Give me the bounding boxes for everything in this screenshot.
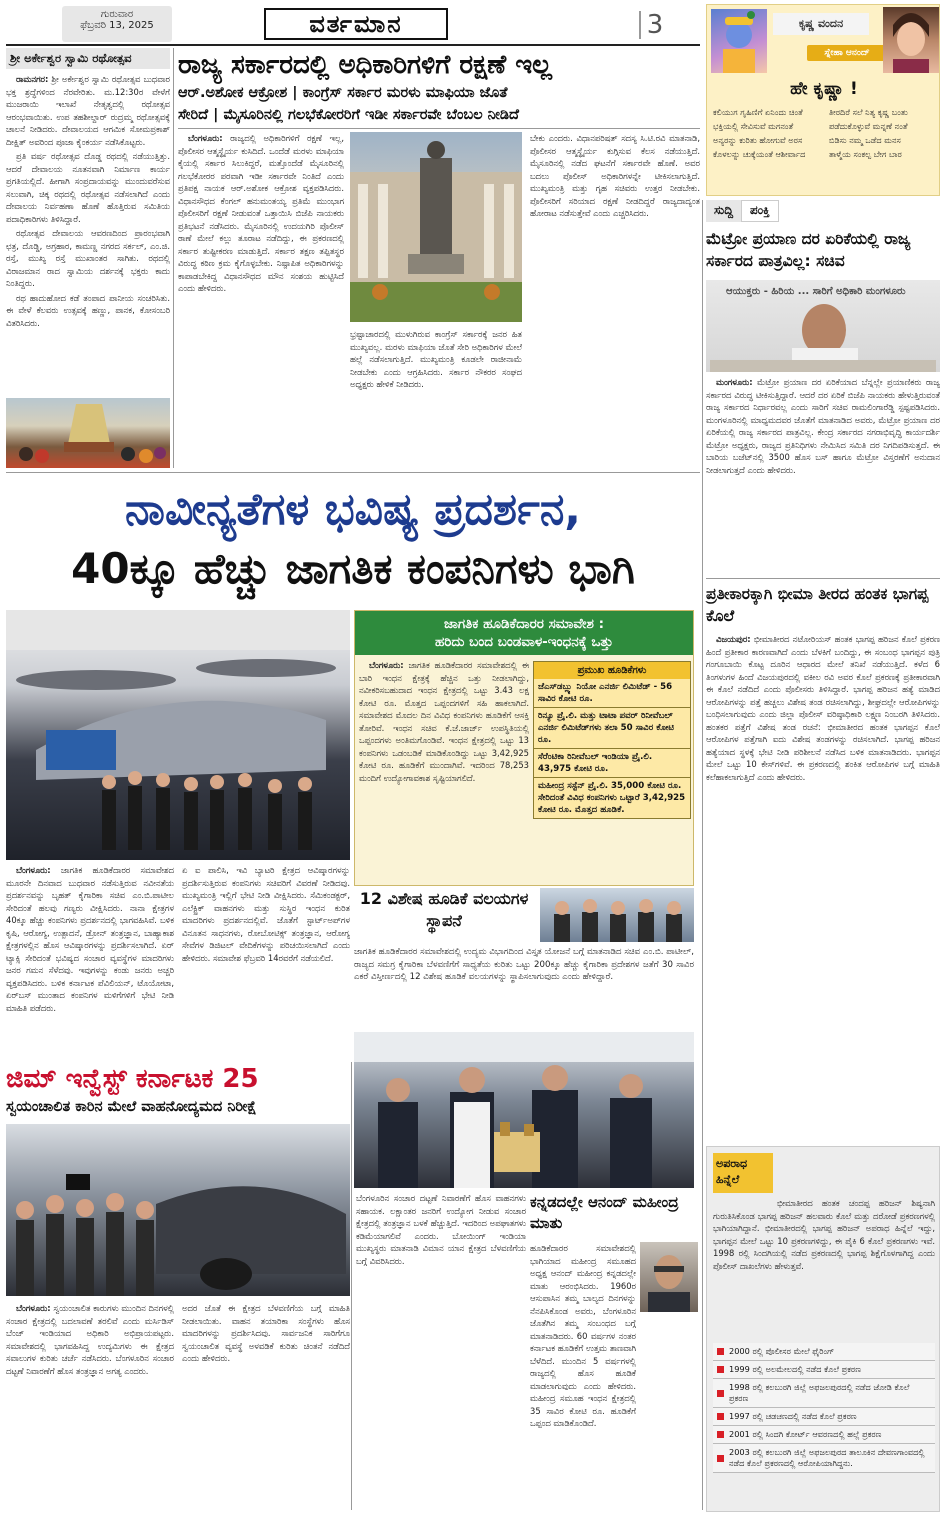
car-crowd-icon: [6, 1124, 350, 1296]
jim-col-3: ಬೆಂಗಳೂರಿನ ಸಂಚಾರ ದಟ್ಟಣೆ ನಿವಾರಣೆಗೆ ಹೊಸ ವಾಹನಗಳು ಸಹಾಯಕ. ಲಕ್ಷಾಂತರ ಜನರಿಗೆ ಉದ್ಯೋಗ ನೀಡುವ ಸಂಚಾರ ಕ್ಷೇತ್ರದಲ್ಲಿ ತಂತ್ರಜ್ಞಾನ ಬಳಕೆ ಹೆಚ್ಚುತ್ತಿದೆ. ಇದರಿಂದ ಅಪಘಾತಗಳು ಕಡಿಮೆಯಾಗಲಿವೆ ಎಂದರು. ಬೋಯಿಂಗ್ ಇಂಡಿಯಾ ಮುಖ್ಯಸ್ಥರು ಮಾತನಾಡಿ ವಿಮಾನ ಯಾನ ಕ್ಷೇತ್ರದ ಬೆಳವಣಿಗೆಯ ಬಗ್ಗೆ ವಿವರಿಸಿದರು.: [356, 1193, 526, 1266]
temple-paragraph: ರಥೋತ್ಸವ ದೇವಾಲಯ ಆವರಣದಿಂದ ಪ್ರಾರಂಭವಾಗಿ ಛತ್ರ, ದೊಡ್ಡಿ, ಅಗ್ರಹಾರ, ಕಾಮಣ್ಣ ನಗರದ ಸರ್ಕಲ್, ಎಂ.ಜಿ. ರಸ್ತೆ, ಮುಖ್ಯ ರಸ್ತೆ ಮುಖಾಂತರ ಸಾಗಿತು. ರಥದಲ್ಲಿ ವಿರಾಜಮಾನ ರಾದ ಸ್ವಾಮಿಯ ದರ್ಶನಕ್ಕೆ ಭಕ್ತರು ಕಾದು ನಿಂತಿದ್ದರು.: [6, 228, 170, 288]
investment-item: ರಿನ್ಯೂ ಪ್ರೈ.ಲಿ. ಮತ್ತು ಟಾಟಾ ಪವರ್ ರಿನೀವೆಬಲ್ ಎನರ್ಜಿ ಲಿಮಿಟೆಡ್‌ಗಳು ತಲಾ 50 ಸಾವಿರ ಕೋಟಿ ರೂ.: [534, 708, 690, 749]
lead-subhead-2: ಸೇರಿದೆ | ಮೈಸೂರಿನಲ್ಲಿ ಗಲಭೆಕೋರರಿಗೆ ಇಡೀ ಸರ್ಕಾರವೇ ಬೆಂಬಲ ನೀಡಿದೆ: [178, 104, 700, 129]
crime-list-item: 1999 ರಲ್ಲಿ ಅಲಮೇಲದಲ್ಲಿ ನಡೆದ ಕೊಲೆ ಪ್ರಕರಣ: [713, 1361, 935, 1379]
minister-photo: [706, 280, 940, 372]
crime-list-item: 2001 ರಲ್ಲಿ ಸಿಂದಗಿ ಕೋರ್ಟ್ ಆವರಣದಲ್ಲಿ ಹಲ್ಲೆ ಪ್ರಕರಣ: [713, 1426, 935, 1444]
anand-headline: ಕನ್ನಡದಲ್ಲೇ ಆನಂದ್ ಮಹೀಂದ್ರ ಮಾತು: [530, 1193, 679, 1232]
zones-headline: 12 ವಿಶೇಷ ಹೂಡಿಕೆ ವಲಯಗಳ ಸ್ಥಾಪನೆ: [359, 889, 529, 930]
bullet-icon: [717, 1366, 724, 1373]
temple-body: [6, 73, 170, 415]
crime-label-2: ಹಿನ್ನೆಲೆ: [716, 1173, 740, 1186]
metro-headline: ಮೆಟ್ರೋ ಪ್ರಯಾಣ ದರ ಏರಿಕೆಯಲ್ಲಿ ರಾಜ್ಯ ಸರ್ಕಾರದ ಪಾತ್ರವಿಲ್ಲ: ಸಚಿವ: [706, 230, 911, 270]
jim-subhead: ಸ್ವಯಂಚಾಲಿತ ಕಾರಿನ ಮೇಲೆ ವಾಹನೋದ್ಯಮದ ನಿರೀಕ್ಷೆ: [6, 1099, 257, 1115]
investment-item: ಸೆರೆಂಟಿಕಾ ರಿನೀವೆಬಲ್ ಇಂಡಿಯಾ ಪ್ರೈ.ಲಿ. 43,975 ಕೋಟಿ ರೂ.: [534, 749, 690, 778]
crime-intro: ಭೀಮಾತೀರದ ಹಂತಕ ಚಂದಪ್ಪ ಹರಿಜನ್ ಶಿಷ್ಯನಾಗಿ ಗುರುತಿಸಿಕೊಂಡ ಭಾಗಪ್ಪ ಹರಿಜನ್ ಹಲವಾರು ಕೊಲೆ ಮತ್ತು ದರೋಡೆ ಪ್ರಕರಣಗಳಲ್ಲಿ ಭಾಗಿಯಾಗಿದ್ದಾನೆ. ಭೀಮಾತೀರದಲ್ಲಿ ಭಾಗಪ್ಪ ಹರಿಜನ್ ಅಪರಾಧ ಹಿನ್ನೆಲೆ ಇದ್ದು, ಭಾಗಪ್ಪನ ಮೇಲೆ ಒಟ್ಟು 10 ಪ್ರಕರಣಗಳಿದ್ದು, ಈ ಪೈಕಿ 6 ಕೊಲೆ ಪ್ರಕರಣಗಳು ಇವೆ. 1998 ರಲ್ಲಿ ಸಿಂದಗಿಯಲ್ಲಿ ನಡೆದ ಪ್ರಕರಣದಲ್ಲಿ ಭಾಗಪ್ಪ ಶಿಕ್ಷೆಗೊಳಗಾಗಿದ್ದ ಎಂದು ಪೊಲೀಸ್ ದಾಖಲೆಗಳು ಹೇಳುತ್ತವೆ.: [713, 1198, 935, 1271]
bullet-icon: [717, 1390, 724, 1397]
jim-dateline: ಬೆಂಗಳೂರು:: [16, 1303, 51, 1313]
bullet-icon: [717, 1348, 724, 1355]
officials-group-icon: [540, 888, 694, 942]
jim-photo: [6, 1124, 350, 1296]
lead-col-2: ಬೇಕು ಎಂದರು. ವಿಧಾನಪರಿಷತ್ ಸದಸ್ಯ ಸಿ.ಟಿ.ರವಿ ಮಾತನಾಡಿ, ಪೊಲೀಸರ ಆತ್ಮಸ್ಥೈರ್ಯ ಕುಗ್ಗಿಸುವ ಕೆಲಸ ನಡೆಯುತ್ತಿದೆ. ಮೈಸೂರಿನಲ್ಲಿ ನಡೆದ ಘಟನೆಗೆ ಸರ್ಕಾರವೇ ಹೊಣೆ. ಅವರ ಬದಲು ಪೊಲೀಸ್ ಅಧಿಕಾರಿಗಳನ್ನೇ ಟೀಕಿಸಲಾಗುತ್ತಿದೆ. ಮುಖ್ಯಮಂತ್ರಿ ಮತ್ತು ಗೃಹ ಸಚಿವರು ಉತ್ತರ ನೀಡಬೇಕು. ಪೊಲೀಸರಿಗೆ ಸರಿಯಾದ ರಕ್ಷಣೆ ನೀಡದಿದ್ದರೆ ರಾಜ್ಯದಾದ್ಯಂತ ಹೋರಾಟ ನಡೆಸುತ್ತೇವೆ ಎಂದು ಎಚ್ಚರಿಸಿದರು.: [530, 133, 700, 218]
krishna-box: [706, 4, 940, 196]
crime-list-item: 1997 ರಲ್ಲಿ ಚಡಚಣದಲ್ಲಿ ನಡೆದ ಕೊಲೆ ಪ್ರಕರಣ: [713, 1408, 935, 1426]
verse: ಭಕ್ತಿಯಲ್ಲಿ ಸೇವಿಸುವೆ ಮಗನಂತೆ: [713, 121, 794, 131]
crime-list-item: 2000 ರಲ್ಲಿ ಪೊಲೀಸರ ಮೇಲೆ ಫೈರಿಂಗ್: [713, 1343, 935, 1361]
page-number-value: 3: [646, 10, 664, 40]
metro-body: ಮಂಗಳೂರು: ಮೆಟ್ರೋ ಪ್ರಯಾಣ ದರ ಏರಿಕೆಯಾದ ಬೆನ್ನಲ್ಲೇ ಪ್ರಯಾಣಿಕರು ರಾಜ್ಯ ಸರ್ಕಾರದ ವಿರುದ್ಧ ಟೀಕಿಸುತ್ತಿದ್ದಾರೆ. ಆದರೆ ದರ ಏರಿಕೆ ಬಿಜೆಪಿ ನಾಯಕರು ಹೇಳುತ್ತಿರುವಂತೆ ರಾಜ್ಯ ಸರ್ಕಾರದ ನಿರ್ಧಾರವಲ್ಲ ಎಂದು ಸಾರಿಗೆ ಸಚಿವ ರಾಮಲಿಂಗಾರೆಡ್ಡಿ ಸ್ಪಷ್ಟಪಡಿಸಿದರು. ಮಂಗಳೂರಿನಲ್ಲಿ ಮಾಧ್ಯಮದವರ ಜೊತೆಗೆ ಮಾತನಾಡಿದ ಅವರು, ಮೆಟ್ರೋ ಪ್ರಯಾಣ ದರ ಏರಿಕೆಯಲ್ಲಿ ರಾಜ್ಯ ಸರ್ಕಾರದ ಪಾತ್ರವಿಲ್ಲ. ಕೇಂದ್ರ ಸರ್ಕಾರದ ನಗರಾಭಿವೃದ್ಧಿ ಕಾರ್ಯದರ್ಶಿ ಮೆಟ್ರೋ ಅಧ್ಯಕ್ಷರು, ರಾಜ್ಯದ ಪ್ರತಿನಿಧಿಗಳು ನೇಮಿಸಿದ ಸಮಿತಿ ದರ ನಿಗದಿಪಡಿಸುತ್ತದೆ. ಈ ಬಾರಿಯ ಬಜೆಟ್‌ನಲ್ಲಿ 3500 ಹೊಸ ಬಸ್ ಹಾಗೂ ಮೆಟ್ರೋ ವಿಸ್ತರಣೆಗೆ ಅನುದಾನ ನೀಡಲಾಗುತ್ತದೆ ಎಂದು ಹೇಳಿದರು.: [706, 377, 940, 475]
lead-col-1: ಬೆಂಗಳೂರು: ರಾಜ್ಯದಲ್ಲಿ ಅಧಿಕಾರಿಗಳಿಗೆ ರಕ್ಷಣೆ ಇಲ್ಲ, ಪೊಲೀಸರ ಆತ್ಮಸ್ಥೈರ್ಯ ಕುಸಿದಿದೆ. ಒಂದೆಡೆ ಮರಳು ಮಾಫಿಯಾ ಕೈಯಲ್ಲಿ ಸರ್ಕಾರ ಸಿಲುಕಿದ್ದರೆ, ಮತ್ತೊಂದೆಡೆ ಮೈಸೂರಿನಲ್ಲಿ ಗಲಭೆಕೋರರ ಪರವಾಗಿ ಇಡೀ ಸರ್ಕಾರವೇ ನಿಂತಿದೆ ಎಂದು ಪ್ರತಿಪಕ್ಷ ನಾಯಕ ಆರ್.ಅಶೋಕ ಆಕ್ರೋಶ ವ್ಯಕ್ತಪಡಿಸಿದರು. ವಿಧಾನಸೌಧದ ಕೆಂಗಲ್ ಹನುಮಂತಯ್ಯ ಪ್ರತಿಮೆ ಮುಂಭಾಗ ಪೊಲೀಸರಿಗೆ ರಕ್ಷಣೆ ನೀಡುವಂತೆ ಒತ್ತಾಯಿಸಿ ಬಿಜೆಪಿ ನಾಯಕರು ಪ್ರತಿಭಟನೆ ನಡೆಸಿದರು. ಮೈಸೂರಿನಲ್ಲಿ ಉದಯಗಿರಿ ಪೊಲೀಸ್ ಠಾಣೆ ಮೇಲೆ ಕಲ್ಲು ತೂರಾಟ ನಡೆದಿದ್ದು, ಈ ಪ್ರಕರಣದಲ್ಲಿ ಸರ್ಕಾರ ತುಷ್ಟೀಕರಣ ಮಾಡುತ್ತಿದೆ. ಸರ್ಕಾರ ತಕ್ಷಣ ತಪ್ಪಿತಸ್ಥರ ವಿರುದ್ಧ ಕಠಿಣ ಕ್ರಮ ಕೈಗೊಳ್ಳಬೇಕು. ನಿಷ್ಪಾಪಿತ ಅಧಿಕಾರಿಗಳನ್ನು ಕಾಪಾಡಬೇಕಿದ್ದ ವಿಧಾನಸೌಧದ ಮೌನ ಸಂಶಯ ಹುಟ್ಟಿಸಿದೆ ಎಂದು ಹೇಳಿದರು.: [178, 133, 344, 293]
investors-dateline: ಬೆಂಗಳೂರು:: [369, 660, 404, 670]
jim-story: [6, 1062, 350, 1512]
verse: ಬಿಡಿಸು ನಮ್ಮ ಒಡೆದ ಮನಸ: [829, 135, 901, 145]
zones-photo: [540, 888, 694, 942]
investors-title-2: ಹರಿದು ಬಂದ ಬಂಡವಾಳ-ಇಂಧನಕ್ಕೆ ಒತ್ತು: [434, 634, 614, 650]
zones-body: ಜಾಗತಿಕ ಹೂಡಿಕೆದಾರರ ಸಮಾವೇಶದಲ್ಲಿ ಉದ್ಯಮ ವಿಭಾಗದಿಂದ ವಿಸ್ತೃತ ಯೋಜನೆ ಬಗ್ಗೆ ಮಾತನಾಡಿದ ಸಚಿವ ಎಂ.ಬಿ. ಪಾಟೀಲ್, ರಾಜ್ಯದ ಸಮಗ್ರ ಕೈಗಾರಿಕಾ ಬೆಳವಣಿಗೆಗೆ ಸಾಧ್ಯತೆಯ ಕುರಿತು ಒಟ್ಟು 200ಕ್ಕೂ ಹೆಚ್ಚು ಕೈಗಾರಿಕಾ ಪ್ರದೇಶಗಳ ಜತೆಗೆ 30 ಸಾವಿರ ಎಕರೆ ವಿಸ್ತೀರ್ಣದಲ್ಲಿ 12 ವಿಶೇಷ ಹೂಡಿಕೆ ವಲಯಗಳನ್ನು ಸ್ಥಾಪಿಸಲಾಗುವುದು ಎಂದು ಹೇಳಿದ್ದಾರೆ.: [354, 947, 694, 982]
delegation-photo: [354, 1032, 694, 1188]
bhima-story: [706, 578, 940, 1138]
bullet-icon: [717, 1455, 724, 1462]
verse: ಕೊಳಲನ್ನು ಚುಕ್ಕೆಯಂತೆ ಆಶೀರ್ವಾದ: [713, 149, 806, 159]
masthead: [6, 4, 700, 46]
bullet-icon: [717, 1431, 724, 1438]
metro-dateline: ಮಂಗಳೂರು:: [716, 377, 753, 387]
expo-dateline: ಬೆಂಗಳೂರು:: [16, 865, 51, 875]
investors-box: [354, 610, 694, 886]
verses: [713, 107, 937, 160]
lead-dateline: ಬೆಂಗಳೂರು:: [188, 133, 223, 143]
bhima-dateline: ವಿಜಯಪುರ:: [716, 634, 751, 644]
investment-item: ಜೆಎಸ್‌ಡಬ್ಲ್ಯು ನಿಯೋ ಎನರ್ಜಿ ಲಿಮಿಟೆಡ್ - 56 ಸಾವಿರ ಕೋಟಿ ರೂ.: [534, 679, 690, 708]
temple-paragraph: ಪ್ರತಿ ವರ್ಷ ರಥೋತ್ಸವ ದೊಡ್ಡ ರಥದಲ್ಲಿ ನಡೆಯುತ್ತಿತ್ತು. ಆದರೆ ದೇವಾಲಯ ನೂತನವಾಗಿ ನಿರ್ಮಾಣ ಕಾರ್ಯ ಪ್ರಗತಿಯಲ್ಲಿದೆ. ಹೀಗಾಗಿ ಸಂಪ್ರದಾಯವನ್ನು ಮುಂದುವರೆಸುವ ಸಲುವಾಗಿ, ಚಿಕ್ಕ ರಥದಲ್ಲಿ ರಥೋತ್ಸವ ನಡೆಸಲಾಗಿದೆ ಎಂದು ದೇವಾಲಯ ನಿರ್ವಹಣಾ ಹೊಣೆ ಹೊತ್ತಿರುವ ಸಮಿತಿಯ ಪದಾಧಿಕಾರಿಗಳು ತಿಳಿಸಿದ್ದಾರೆ.: [6, 151, 170, 224]
expo-col-2: ಏ ಐ ಪಾಲಿಸಿ, ಇವಿ ಬ್ಯಾಟರಿ ಕ್ಷೇತ್ರದ ಆವಿಷ್ಕಾರಗಳನ್ನು ಪ್ರದರ್ಶಿಸುತ್ತಿರುವ ಕಂಪನಿಗಳು ಸಚಿವರಿಗೆ ವಿವರಣೆ ನೀಡಿದವು. ಮುಖ್ಯಮಂತ್ರಿ ಇಲ್ಲಿಗೆ ಭೇಟಿ ನೀಡಿ ವೀಕ್ಷಿಸಿದರು. ಸೆಮಿಕಂಡಕ್ಟರ್, ಎಲೆಕ್ಟ್ರಿಕ್ ವಾಹನಗಳು ಮತ್ತು ಸುಸ್ಥಿರ ಇಂಧನ ಕುರಿತ ಮಾದರಿಗಳು ಪ್ರದರ್ಶನದಲ್ಲಿವೆ. ಜೊತೆಗೆ ಸ್ಟಾರ್ಟ್‌ಅಪ್‌ಗಳ ವಿನೂತನ ಸಾಧನಗಳು, ರೋಬೋಟಿಕ್ಸ್ ತಂತ್ರಜ್ಞಾನ, ಆರೋಗ್ಯ ಸೇವೆಗಳ ಡಿಜಿಟಲ್ ವೇದಿಕೆಗಳನ್ನು ಪರಿಚಯಿಸಲಾಗಿದೆ ಎಂದು ಹೇಳಿದರು. ಸಮಾವೇಶ ಫೆಬ್ರವರಿ 14ರವರೆಗೆ ನಡೆಯಲಿದೆ.: [182, 865, 350, 963]
day-label: ಗುರುವಾರ: [100, 9, 134, 20]
author-badge: ಸ್ನೇಹಾ ಆನಂದ್: [807, 45, 887, 61]
banner-line-2: 40ಕ್ಕೂ ಹೆಚ್ಚು ಜಾಗತಿಕ ಕಂಪನಿಗಳು ಭಾಗಿ: [71, 544, 635, 593]
jim-headline: ಜಿಮ್ ಇನ್ವೆಸ್ಟ್ ಕರ್ನಾಟಕ 25: [6, 1064, 259, 1094]
verse: ಪಡೆದುಕೊಳ್ಳುವೆ ಮನ್ನಣೆ ನಂತೆ: [829, 121, 908, 131]
section-tag-1: ಸುದ್ದಿ: [706, 200, 741, 222]
crime-list-item: 1998 ರಲ್ಲಿ ಕಲಬುರಗಿ ಜಿಲ್ಲೆ ಅಫಜಲಪುರದಲ್ಲಿ ನಡೆದ ಜೋಡಿ ಕೊಲೆ ಪ್ರಕರಣ: [713, 1379, 935, 1408]
lead-subhead-1: ಆರ್.ಅಶೋಕ ಆಕ್ರೋಶ | ಕಾಂಗ್ರೆಸ್ ಸರ್ಕಾರ ಮರಳು ಮಾಫಿಯಾ ಜೊತೆ: [178, 85, 508, 101]
expo-col-1: ಬೆಂಗಳೂರು: ಜಾಗತಿಕ ಹೂಡಿಕೆದಾರರ ಸಮಾವೇಶದ ಮೂರನೇ ದಿನವಾದ ಬುಧವಾರ ನಡೆಸುತ್ತಿರುವ ನವೀನತೆಯ ಪ್ರದರ್ಶನವನ್ನು ಬೃಹತ್ ಕೈಗಾರಿಕಾ ಸಚಿವ ಎಂ.ಬಿ.ಪಾಟೀಲ ಸೇರಿದಂತೆ ಹಲವು ಗಣ್ಯರು ವೀಕ್ಷಿಸಿದರು. ನಾನಾ ಕ್ಷೇತ್ರಗಳ 40ಕ್ಕೂ ಹೆಚ್ಚು ಕಂಪನಿಗಳು ಪ್ರದರ್ಶನದಲ್ಲಿ ಭಾಗವಹಿಸಿವೆ. ಬಳಿಕ ಕೃಷಿ, ಆರೋಗ್ಯ, ಉತ್ಪಾದನೆ, ಡ್ರೋನ್ ತಂತ್ರಜ್ಞಾನ, ಬಾಹ್ಯಾಕಾಶ ಕ್ಷೇತ್ರಗಳಲ್ಲಿನ ಹೊಸ ಆವಿಷ್ಕಾರಗಳನ್ನು ಪ್ರದರ್ಶಿಸಲಾಗಿದೆ. ಏರ್ ಟ್ಯಾಕ್ಸಿ ಸೇರಿದಂತೆ ಭವಿಷ್ಯದ ಸಂಚಾರ ವ್ಯವಸ್ಥೆಗಳ ಮಾದರಿಗಳು ಜನರ ಗಮನ ಸೆಳೆದವು. ಇವುಗಳನ್ನು ಕಂಡು ಜನರು ಅಚ್ಚರಿ ವ್ಯಕ್ತಪಡಿಸಿದರು. ಬಳಿಕ ಕರ್ನಾಟಕ ಪೆವಿಲಿಯನ್, ಟೊಯೋಟಾ, ಏರ್‌ಬಸ್ ಮುಂತಾದ ಕಂಪನಿಗಳ ಮಳಿಗೆಗಳಿಗೆ ಭೇಟಿ ನೀಡಿ ಮಾಹಿತಿ ಪಡೆದರು.: [6, 865, 174, 1013]
lead-headline: ರಾಜ್ಯ ಸರ್ಕಾರದಲ್ಲಿ ಅಧಿಕಾರಿಗಳಿಗೆ ರಕ್ಷಣೆ ಇಲ್ಲ: [178, 50, 553, 80]
verse: ತೀರದಿರೆ ಸಲೆ ನಿತ್ಯ ಕೃಷ್ಣ ಬಂತು: [829, 107, 908, 117]
section-tag: [706, 200, 940, 222]
crime-box: [706, 1146, 940, 1512]
investors-title-1: ಜಾಗತಿಕ ಹೂಡಿಕೆದಾರರ ಸಮಾವೇಶ :: [444, 616, 604, 632]
photo-banner-text: ಆಯುಕ್ತರು - ಹಿರಿಯ ... ಸಾರಿಗೆ ಅಧಿಕಾರಿ ಮಂಗಳೂರು: [726, 286, 906, 297]
bullet-icon: [717, 1413, 724, 1420]
investment-item: ಮಹೀಂದ್ರ ಸಸ್ಟೆನ್ ಪ್ರೈ.ಲಿ. 35,000 ಕೋಟಿ ರೂ. ಸೇರಿದಂತೆ ವಿವಿಧ ಕಂಪನಿಗಳು ಒಟ್ಟಾರೆ 3,42,925 ಕೋಟಿ ರೂ. ಮೊತ್ತದ ಹೂಡಿಕೆ.: [538, 781, 686, 815]
anand-body: ಹೂಡಿಕೆದಾರರ ಸಮಾವೇಶದಲ್ಲಿ ಭಾಗಿಯಾದ ಮಹೀಂದ್ರ ಸಮೂಹದ ಅಧ್ಯಕ್ಷ ಆನಂದ್ ಮಹೀಂದ್ರ ಕನ್ನಡದಲ್ಲೇ ಮಾತು ಆರಂಭಿಸಿದರು. 1960ರ ಆಸುಪಾಸಿನ ತಮ್ಮ ಬಾಲ್ಯದ ದಿನಗಳನ್ನು ನೆನಪಿಸಿಕೊಂಡ ಅವರು, ಬೆಂಗಳೂರಿನ ಜೊತೆಗಿನ ತಮ್ಮ ಸಂಬಂಧದ ಬಗ್ಗೆ ಮಾತನಾಡಿದರು. 60 ವರ್ಷಗಳ ನಂತರ ಕರ್ನಾಟಕ ಹೂಡಿಕೆಗೆ ಉತ್ತಮ ತಾಣವಾಗಿ ಬೆಳೆದಿದೆ. ಮುಂದಿನ 5 ವರ್ಷಗಳಲ್ಲಿ ರಾಜ್ಯದಲ್ಲಿ ಹೊಸ ಹೂಡಿಕೆ ಮಾಡಲಾಗುವುದು ಎಂದು ಹೇಳಿದರು. ಮಹೀಂದ್ರ ಸಮೂಹ ಇಂಧನ ಕ್ಷೇತ್ರದಲ್ಲಿ 35 ಸಾವಿರ ಕೋಟಿ ರೂ. ಹೂಡಿಕೆಗೆ ಒಪ್ಪಂದ ಮಾಡಿಕೊಂಡಿದೆ.: [530, 1243, 636, 1428]
verse: ಕಲಿಯುಗ ಗೃಹಿಣಿಗೆ ಏನಿಂದು ಚಿಂತೆ: [713, 107, 803, 117]
key-investments: [533, 661, 691, 819]
krishna-figure-icon: [711, 9, 767, 73]
temple-paragraph: ರಥ ಹಾದುಹೋದ ಕಡೆ ತಂಪಾದ ಪಾನೀಯ ಸಂಚರಿಸಿತು. ಈ ವೇಳೆ ಕೆಲವರು ಉತ್ಸವಕ್ಕೆ ಹಣ್ಣು, ಪಾನಕ, ಕೋಸಂಬರಿ ವಿತರಿಸಿದರು.: [6, 292, 170, 328]
chariot-crowd-icon: [6, 398, 170, 468]
date-label: ಫೆಬ್ರವರಿ 13, 2025: [80, 20, 154, 31]
bhima-headline: ಪ್ರತೀಕಾರಕ್ಕಾಗಿ ಭೀಮಾ ತೀರದ ಹಂತಕ ಭಾಗಪ್ಪ ಕೊಲೆ: [706, 578, 940, 627]
lead-col-3: ಭ್ರಷ್ಟಾಚಾರದಲ್ಲಿ ಮುಳುಗಿರುವ ಕಾಂಗ್ರೆಸ್ ಸರ್ಕಾರಕ್ಕೆ ಜನರ ಹಿತ ಮುಖ್ಯವಲ್ಲ. ಮರಳು ಮಾಫಿಯಾ ಜೊತೆ ಸೇರಿ ಅಧಿಕಾರಿಗಳ ಮೇಲೆ ಹಲ್ಲೆ ನಡೆಸಲಾಗುತ್ತಿದೆ. ಮುಖ್ಯಮಂತ್ರಿ ಕೂಡಲೇ ರಾಜೀನಾಮೆ ನೀಡಬೇಕು ಎಂದು ಆಗ್ರಹಿಸಿದರು. ಸರ್ಕಾರ ನೌಕರರ ಸಂಘದ ಅಧ್ಯಕ್ಷರು ಹೇಳಿಕೆ ನೀಡಿದರು.: [350, 329, 522, 389]
page-number: [606, 8, 696, 42]
krishna-box-title: ಕೃಷ್ಣ ವಂದನ: [773, 13, 869, 35]
banner-line-1: ನಾವೀನ್ಯತೆಗಳ ಭವಿಷ್ಯ ಪ್ರದರ್ಶನ,: [124, 484, 582, 535]
delegation-viewing-model-icon: [354, 1032, 694, 1188]
lead-photo: [350, 132, 522, 322]
jim-col-1: ಬೆಂಗಳೂರು: ಸ್ವಯಂಚಾಲಿತ ಕಾರುಗಳು ಮುಂದಿನ ದಿನಗಳಲ್ಲಿ ಸಂಚಾರ ಕ್ಷೇತ್ರದಲ್ಲಿ ಬದಲಾವಣೆ ತರಲಿವೆ ಎಂದು ಮರ್ಸಿಡಿಸ್ ಬೆಂಜ್ ಇಂಡಿಯಾದ ಅಧಿಕಾರಿ ಅಭಿಪ್ರಾಯಪಟ್ಟರು. ಸಮಾವೇಶದಲ್ಲಿ ಭಾಗವಹಿಸಿದ್ದ ಉದ್ಯಮಿಗಳು ಈ ಕ್ಷೇತ್ರದ ಸವಾಲುಗಳ ಕುರಿತು ಚರ್ಚೆ ನಡೆಸಿದರು. ಬೆಂಗಳೂರಿನ ಸಂಚಾರ ದಟ್ಟಣೆ ನಿವಾರಣೆಗೆ ಹೊಸ ತಂತ್ರಜ್ಞಾನ ಅಗತ್ಯ ಎಂದರು.: [6, 1303, 174, 1376]
temple-photo: [6, 398, 170, 468]
crime-list-item: 2003 ರಲ್ಲಿ ಕಲಬುರಗಿ ಜಿಲ್ಲೆ ಅಫಜಲಪುರದ ತಾಲೂಕಿನ ದೇವಣಗಾಂವದಲ್ಲಿ ನಡೆದ ಕೊಲೆ ಪ್ರಕರಣದಲ್ಲಿ ಆರೋಪಿಯಾಗಿದ್ದನು.: [713, 1444, 935, 1473]
anand-story: [530, 1192, 698, 1512]
krishna-heading: ಹೇ ಕೃಷ್ಣಾ !: [790, 79, 858, 99]
jim-col-2: ಅದರ ಜೊತೆ ಈ ಕ್ಷೇತ್ರದ ಬೆಳವಣಿಗೆಯ ಬಗ್ಗೆ ಮಾಹಿತಿ ನೀಡಲಾಯಿತು. ವಾಹನ ತಯಾರಿಕಾ ಸಂಸ್ಥೆಗಳು ಹೊಸ ಮಾದರಿಗಳನ್ನು ಪ್ರದರ್ಶಿಸಿದವು. ಸಾರ್ವಜನಿಕ ಸಾರಿಗೆಗೂ ಸ್ವಯಂಚಾಲಿತ ವ್ಯವಸ್ಥೆ ಅಳವಡಿಕೆ ಕುರಿತು ಚಿಂತನೆ ನಡೆದಿದೆ ಎಂದು ಹೇಳಿದರು.: [182, 1303, 350, 1363]
temple-headline: ಶ್ರೀ ಅರ್ಕೇಶ್ವರ ಸ್ವಾಮಿ ರಥೋತ್ಸವ: [6, 48, 170, 69]
banner-headline: [6, 480, 700, 604]
bhima-body: ವಿಜಯಪುರ: ಭೀಮಾತೀರದ ನಟೋರಿಯಸ್ ಹಂತಕ ಭಾಗಪ್ಪ ಹರಿಜನ ಕೊಲೆ ಪ್ರಕರಣ ಹಿಂದೆ ಪ್ರತೀಕಾರ ಕಾರಣವಾಗಿದೆ ಎಂದು ಬೆಳಕಿಗೆ ಬಂದಿದ್ದು, ಈ ಸಂಬಂಧ ಭಾಗಪ್ಪನ ಪುತ್ರಿ ಗಂಗೂಬಾಯಿ ಕೊಟ್ಟ ದೂರಿನ ಆಧಾರದ ಮೇಲೆ ತನಿಖೆ ನಡೆಯುತ್ತಿದೆ. ಕಳೆದ 6 ತಿಂಗಳುಗಳ ಹಿಂದೆ ವಿಜಯಪುರದಲ್ಲಿ ವಕೀಲ ರವಿ ಅವರ ಕೊಲೆ ಪ್ರಕರಣಕ್ಕೆ ಪ್ರತೀಕಾರವಾಗಿ ಈ ಕೊಲೆ ನಡೆದಿದೆ ಎಂದು ಪೊಲೀಸರು ತಿಳಿಸಿದ್ದಾರೆ. ಭಾಗಪ್ಪ ಹರಿಜನ ಹತ್ಯೆ ಮಾಡಿದ ಆರೋಪಿಗಳನ್ನು ಪತ್ತೆ ಹಚ್ಚಲು ವಿಶೇಷ ತಂಡ ರಚಿಸಲಾಗಿದ್ದು, ಶೀಘ್ರದಲ್ಲೇ ಆರೋಪಿಗಳನ್ನು ಬಂಧಿಸಲಾಗುವುದು ಎಂದು ಜಿಲ್ಲಾ ಪೊಲೀಸ್ ವರಿಷ್ಠಾಧಿಕಾರಿ ಲಕ್ಷ್ಮಣ ನಿಂಬರಗಿ ತಿಳಿಸಿದರು. ಹಂತಕರ ಪತ್ತೆಗೆ ವಿಶೇಷ ತಂಡ ರಚನೆ: ಭೀಮಾತೀರದ ಹಂತಕ ಭಾಗಪ್ಪನ ಕೊಲೆ ಆರೋಪಿಗಳ ಪತ್ತೆಗಾಗಿ ಐದು ವಿಶೇಷ ತಂಡಗಳನ್ನು ರಚಿಸಲಾಗಿದೆ. ಭಾಗಪ್ಪ ಹರಿಜನ ಹತ್ಯೆಯಾದ ಸ್ಥಳಕ್ಕೆ ಭೇಟಿ ನೀಡಿ ಪರಿಶೀಲನೆ ನಡೆಸಿದ ಬಳಿಕ ಮಾತನಾಡಿದರು. ಭಾಗಪ್ಪನ ಮೇಲೆ ಒಟ್ಟು 10 ಕೇಸ್‌ಗಳಿವೆ. ಈ ಪ್ರಕರಣದಲ್ಲಿ ಶಂಕಿತ ಆರೋಪಿಗಳ ಬಗ್ಗೆ ಮಾಹಿತಿ ಕಲೆಹಾಕಲಾಗುತ್ತಿದೆ ಎಂದು ಹೇಳಿದರು.: [706, 634, 940, 782]
author-avatar-icon: [883, 7, 939, 73]
temple-paragraph: ರಾಮನಗರ: ಶ್ರೀ ಅರ್ಕೇಶ್ವರ ಸ್ವಾಮಿ ರಥೋತ್ಸವ ಬುಧವಾರ ಭಕ್ತ ಶ್ರದ್ಧೆಗಳಿಂದ ನೆರವೇರಿತು. ಮ.12:30ರ ವೇಳೆಗೆ ಮುಜರಾಯಿ ಇಲಾಖೆ ನೇತೃತ್ವದಲ್ಲಿ ರಥೋತ್ಸವ ಆರಂಭವಾಯಿತು. ಉಪ ತಹಶೀಲ್ದಾರ್ ರುದ್ರಮ್ಮ ರಥೋತ್ಸವಕ್ಕೆ ಚಾಲನೆ ನೀಡಿದರು. ದೇವಾಲಯದ ಆಗಮಿಕ ಸೋಮಪ್ರಕಾಶ್ ದೀಕ್ಷಿತ್ ಅವರಿಂದ ಪೂಜಾ ಕೈಂಕರ್ಯ ನಡೆಸಿಕೊಟ್ಟರು.: [6, 74, 170, 147]
paper-name: ವರ್ತಮಾನ: [264, 8, 448, 40]
minister-portrait-icon: [706, 280, 940, 372]
krishna-portrait: [711, 9, 767, 73]
expo-photo: [6, 610, 350, 860]
crime-label-1: ಅಪರಾಧ: [716, 1157, 748, 1170]
page-number-rule: [639, 11, 641, 39]
expo-story: [6, 864, 350, 1058]
section-tag-2: ಪಂಕ್ತಿ: [741, 200, 779, 222]
lead-story: [178, 48, 700, 468]
author-photo: [883, 7, 939, 73]
investors-title: [355, 611, 693, 655]
crime-label: [713, 1153, 773, 1193]
investors-body: ಬೆಂಗಳೂರು: ಜಾಗತಿಕ ಹೂಡಿಕೆದಾರರ ಸಮಾವೇಶದಲ್ಲಿ ಈ ಬಾರಿ ಇಂಧನ ಕ್ಷೇತ್ರಕ್ಕೆ ಹೆಚ್ಚಿನ ಒತ್ತು ನೀಡಲಾಗಿದ್ದು, ನವೀಕರಿಸಬಹುದಾದ ಇಂಧನ ಕ್ಷೇತ್ರದಲ್ಲಿ ಒಟ್ಟು 3.43 ಲಕ್ಷ ಕೋಟಿ ರೂ. ಮೊತ್ತದ ಒಪ್ಪಂದಗಳಿಗೆ ಸಹಿ ಹಾಕಲಾಗಿದೆ. ಸಮಾವೇಶದ ಮೊದಲ ದಿನ ವಿವಿಧ ಕಂಪನಿಗಳು ಹೂಡಿಕೆಗೆ ಆಸಕ್ತಿ ತೋರಿವೆ. ಇಂಧನ ಸಚಿವ ಕೆ.ಜೆ.ಜಾರ್ಜ್ ಉಪಸ್ಥಿತಿಯಲ್ಲಿ ಒಪ್ಪಂದಗಳು ಅಂತಿಮಗೊಂಡಿವೆ. ಇಂಧನ ಕ್ಷೇತ್ರದಲ್ಲಿ ಒಟ್ಟು 13 ಕಂಪನಿಗಳು ಒಡಂಬಡಿಕೆ ಮಾಡಿಕೊಂಡಿದ್ದು ಒಟ್ಟು 3,42,925 ಕೋಟಿ ರೂ. ಹೂಡಿಕೆಗೆ ಮುಂದಾಗಿವೆ. ಇದರಿಂದ 78,253 ಮಂದಿಗೆ ಉದ್ಯೋಗಾವಕಾಶ ಸೃಷ್ಟಿಯಾಗಲಿದೆ.: [359, 660, 529, 783]
verse: ತಾಳ್ಮೆಯ ಸಂಕಲ್ಪ ಬೇಗ ಬಾರ: [829, 149, 902, 159]
crime-list: [713, 1343, 935, 1473]
zones-story: [354, 888, 694, 1028]
temple-story: [6, 48, 170, 468]
vidhana-soudha-statue-icon: [350, 132, 522, 322]
metro-story: [706, 200, 940, 572]
air-taxi-exhibit-icon: [6, 610, 350, 860]
day-date-box: [62, 6, 172, 42]
verse: ಅನ್ಯರನ್ನು ಕುರಿತು ಹೋಗುವೆ ಅರಸ: [713, 135, 803, 145]
key-investments-title: ಪ್ರಮುಖ ಹೂಡಿಕೆಗಳು: [534, 662, 690, 679]
temple-dateline: ರಾಮನಗರ:: [16, 74, 49, 84]
